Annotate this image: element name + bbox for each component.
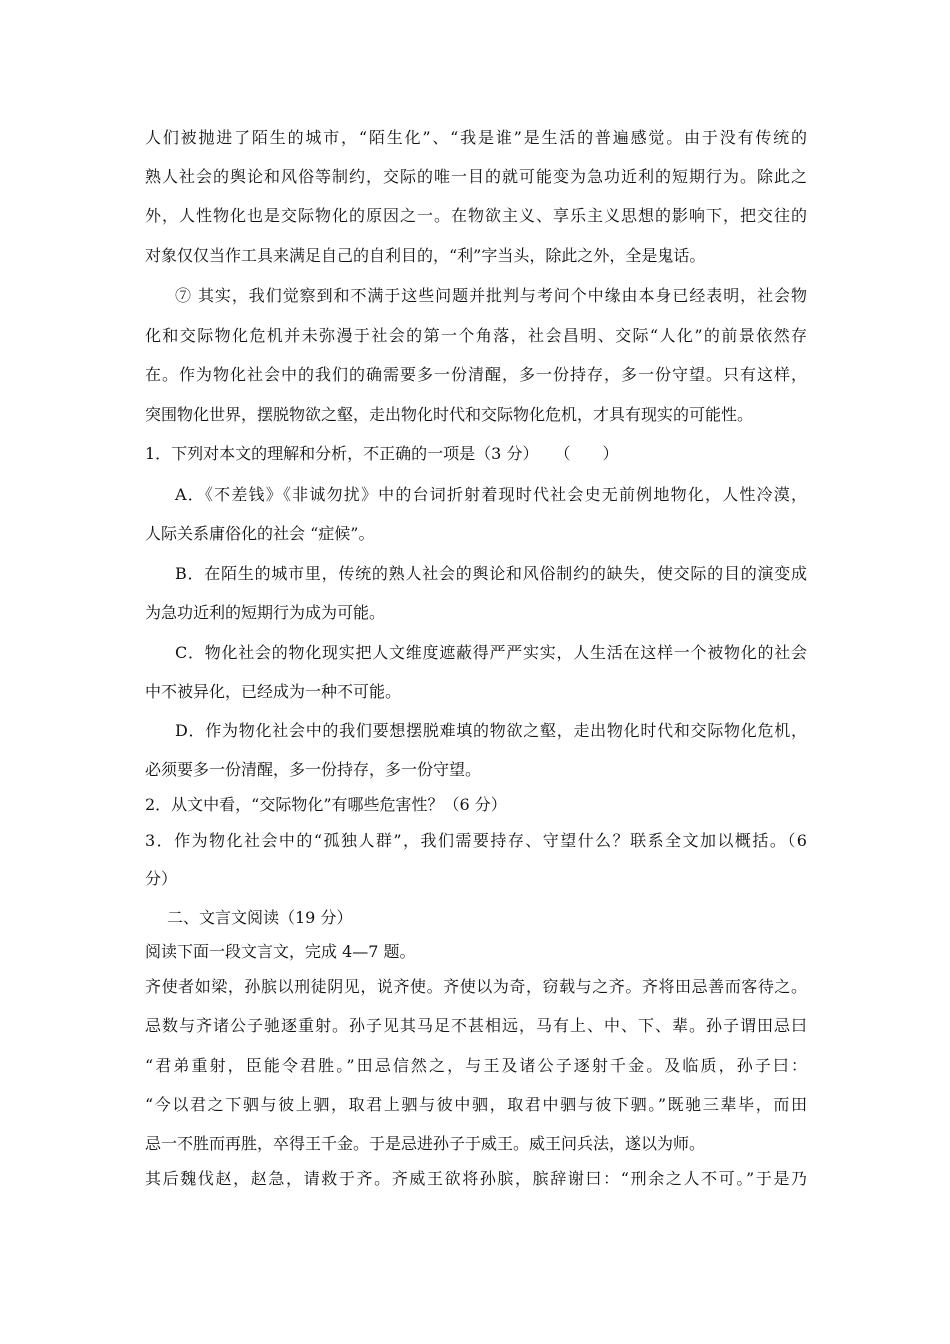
option-d: D．作为物化社会中的我们要想摆脱难填的物欲之壑，走出物化时代和交际物化危机，: [175, 721, 807, 740]
classical-text-line: 忌数与齐诸公子驰逐重射。孙子见其马足不甚相远，马有上、中、下、辈。孙子谓田忌曰: [145, 1016, 807, 1035]
option-d-cont: 必须要多一份清醒，多一份持存，多一份守望。: [145, 760, 482, 779]
passage-line: 突围物化世界，摆脱物欲之壑，走出物化时代和交际物化危机，才具有现实的可能性。: [145, 405, 754, 424]
section-heading: 二、文言文阅读（19 分）: [167, 908, 353, 927]
passage-line: 人们被抛进了陌生的城市，“陌生化”、“我是谁”是生活的普遍感觉。由于没有传统的: [145, 128, 807, 147]
option-b: B．在陌生的城市里，传统的熟人社会的舆论和风俗制约的缺失，使交际的目的演变成: [175, 564, 807, 583]
classical-text-line: “君弟重射，臣能令君胜。”田忌信然之，与王及诸公子逐射千金。及临质，孙子曰：: [145, 1056, 807, 1075]
passage-line: ⑦ 其实，我们觉察到和不满于这些问题并批判与考问个中缘由本身已经表明，社会物: [175, 286, 807, 305]
option-a: A．《不差钱》《非诚勿扰》中的台词折射着现时代社会史无前例地物化，人性冷漠，: [175, 485, 807, 504]
passage-line: 在。作为物化社会中的我们的确需要多一份清醒，多一份持存，多一份守望。只有这样，: [145, 365, 807, 384]
classical-text-line: 齐使者如梁，孙膑以刑徒阴见，说齐使。齐使以为奇，窃载与之齐。齐将田忌善而客待之。: [145, 977, 807, 996]
section-instruction: 阅读下面一段文言文，完成 4—7 题。: [145, 942, 416, 961]
question-3: 3．作为物化社会中的“孤独人群”，我们需要持存、守望什么？联系全文加以概括。（6: [145, 831, 807, 850]
passage-line: 化和交际物化危机并未弥漫于社会的第一个角落，社会昌明、交际“人化”的前景依然存: [145, 326, 807, 345]
question-2: 2．从文中看，“交际物化”有哪些危害性？（6 分）: [145, 795, 507, 814]
option-a-cont: 人际关系庸俗化的社会 “症候”。: [145, 524, 375, 543]
option-c: C．物化社会的物化现实把人文维度遮蔽得严严实实，人生活在这样一个被物化的社会: [175, 643, 807, 662]
classical-text-line: 忌一不胜而再胜，卒得王千金。于是忌进孙子于威王。威王问兵法，遂以为师。: [145, 1134, 706, 1153]
classical-text-line: “今以君之下驷与彼上驷，取君上驷与彼中驷，取君中驷与彼下驷。”既驰三辈毕，而田: [145, 1095, 807, 1114]
option-c-cont: 中不被异化，已经成为一种不可能。: [145, 682, 402, 701]
passage-line: 对象仅仅当作工具来满足自己的自利目的，“利”字当头，除此之外，全是鬼话。: [145, 246, 706, 265]
passage-line: 外，人性物化也是交际物化的原因之一。在物欲主义、享乐主义思想的影响下，把交往的: [145, 206, 807, 225]
question-1-stem: 1．下列对本文的理解和分析，不正确的一项是（3 分） （ ）: [145, 444, 619, 463]
classical-text-line: 其后魏伐赵，赵急，请救于齐。齐威王欲将孙膑，膑辞谢曰：“刑余之人不可。”于是乃: [145, 1169, 807, 1188]
option-b-cont: 为急功近利的短期行为成为可能。: [145, 603, 386, 622]
passage-line: 熟人社会的舆论和风俗等制约，交际的唯一目的就可能变为急功近利的短期行为。除此之: [145, 167, 807, 186]
question-3-cont: 分）: [145, 869, 178, 888]
